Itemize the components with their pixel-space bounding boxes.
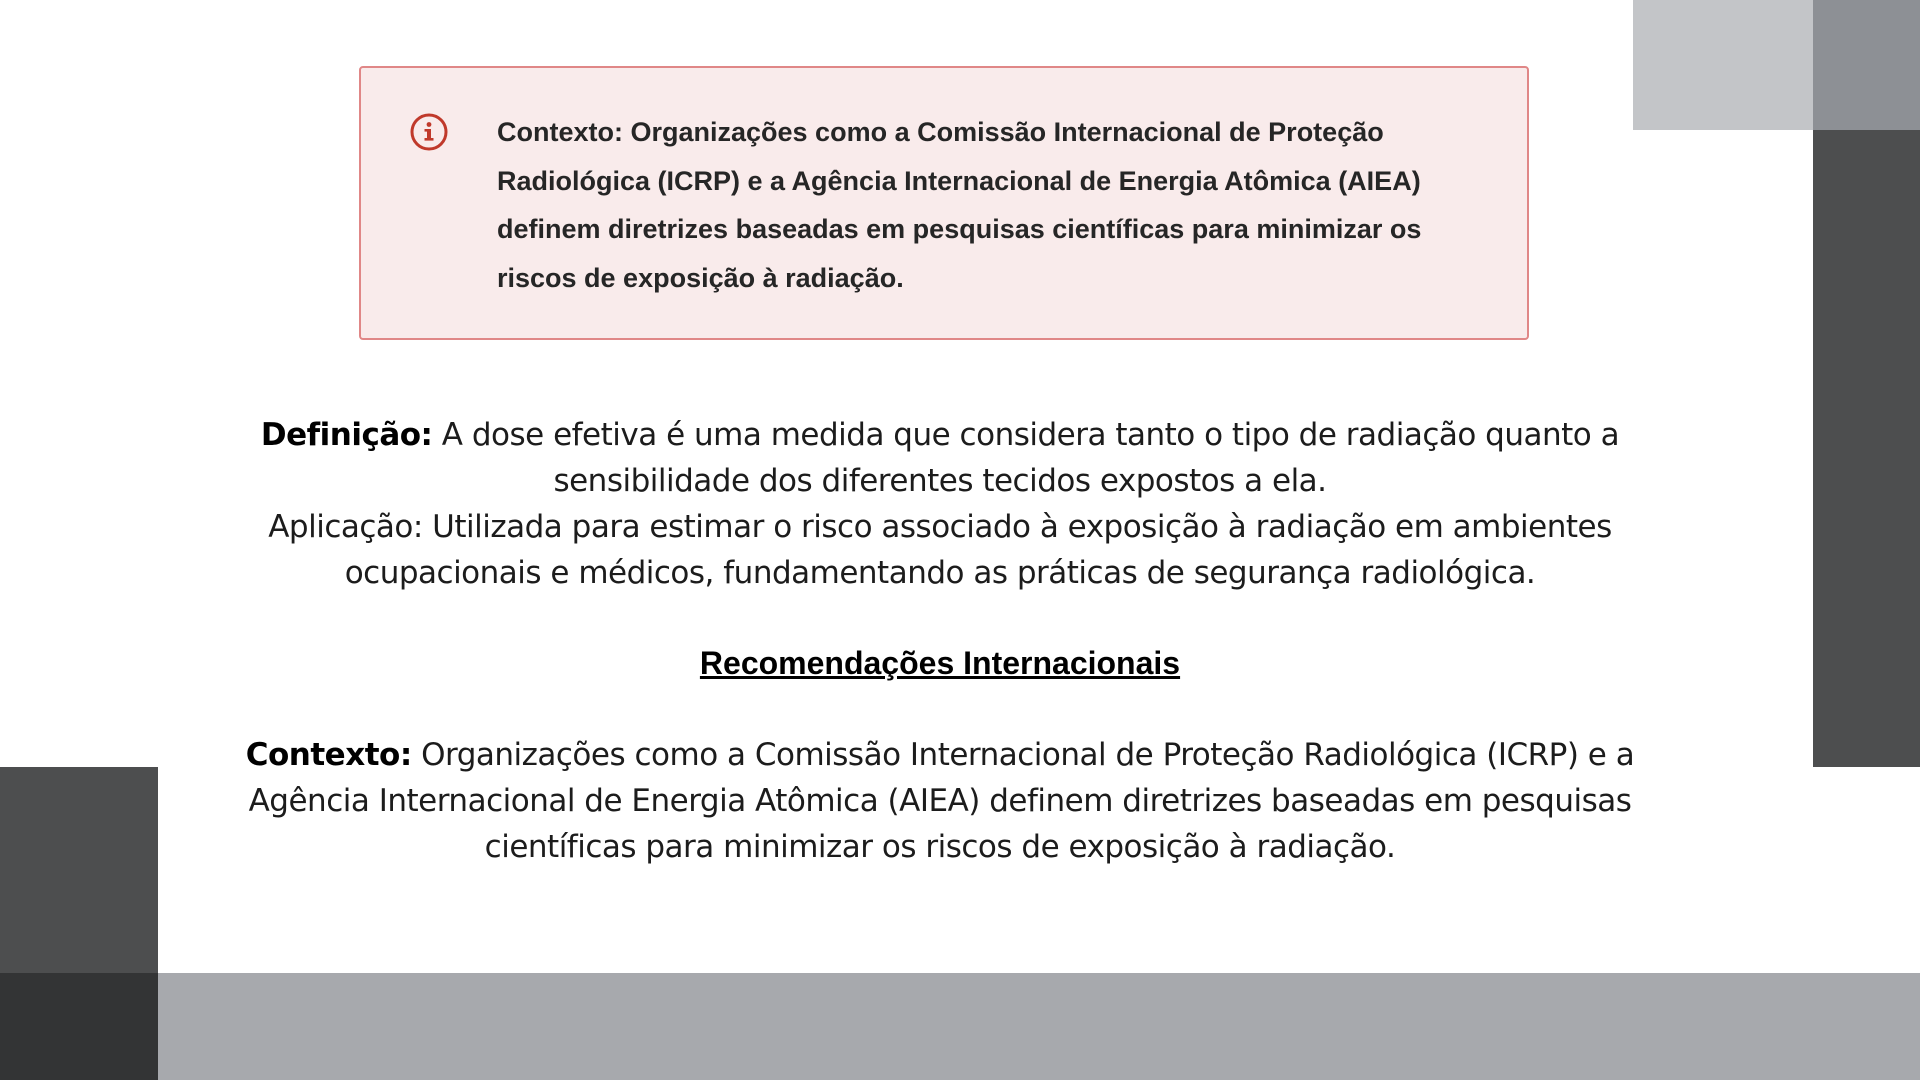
decor-band-bottom	[158, 973, 1920, 1080]
context-label: Contexto:	[245, 737, 412, 773]
definition-label: Definição:	[260, 417, 433, 453]
info-circle-icon	[409, 112, 449, 152]
main-content	[200, 412, 1680, 870]
decor-block-top-right-light	[1633, 0, 1813, 130]
info-callout	[359, 66, 1529, 340]
section-heading: Recomendações Internacionais	[699, 645, 1181, 681]
decor-block-top-right-mid	[1813, 0, 1920, 130]
definition-paragraph	[200, 412, 1680, 504]
context-text: Organizações como a Comissão Internacional de Proteção Radiológica (ICRP) e a Agência Internacional de Energia Atômica (AIEA) definem diretrizes baseadas em pesquisas científicas para minimizar os riscos de exposição à radiação.	[248, 737, 1635, 865]
definition-text: A dose efetiva é uma medida que considera tanto o tipo de radiação quanto a sensibilidade dos diferentes tecidos expostos a ela.	[432, 417, 1620, 499]
context-paragraph	[200, 732, 1680, 870]
decor-block-bottom-left-dark	[0, 767, 158, 973]
application-paragraph: Aplicação: Utilizada para estimar o risco associado à exposição à radiação em ambientes ocupacionais e médicos, fundamentando as práticas de segurança radiológica.	[268, 509, 1612, 591]
decor-bar-right-dark	[1813, 130, 1920, 767]
callout-text: Contexto: Organizações como a Comissão Internacional de Proteção Radiológica (ICRP) e a Agência Internacional de Energia Atômica (AIEA) definem diretrizes baseadas em pesquisas científicas para minimizar os riscos de exposição à radiação.	[497, 117, 1422, 293]
decor-block-bottom-left-darker	[0, 973, 158, 1080]
